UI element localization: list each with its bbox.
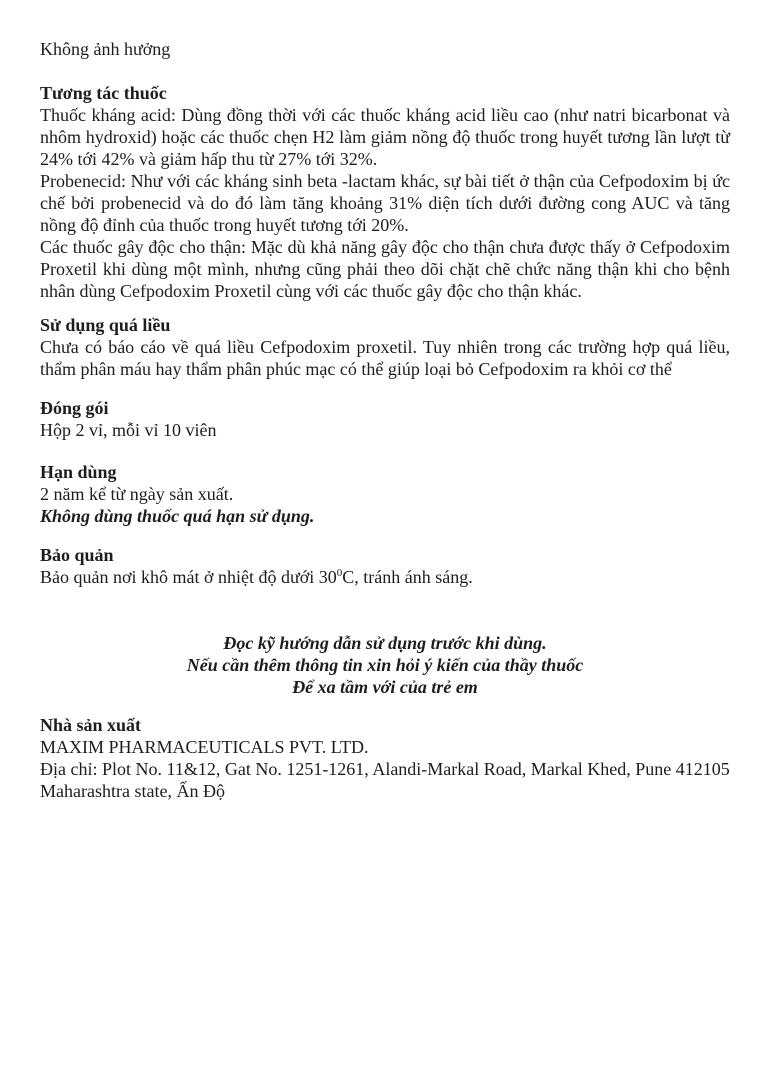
manufacturer-name: MAXIM PHARMACEUTICALS PVT. LTD. — [40, 737, 369, 757]
manufacturer-address-line1: Địa chỉ: Plot No. 11&12, Gat No. 1251-1261, Alandi-Markal Road, Markal Khed, Pune 412105 — [40, 759, 730, 779]
notice-line-ask-doctor: Nếu cần thêm thông tin xin hỏi ý kiến của thầy thuốc — [186, 655, 584, 675]
drug-interactions-heading: Tương tác thuốc — [40, 83, 167, 103]
shelf-life-line: 2 năm kể từ ngày sản xuất. — [40, 484, 234, 504]
section-overdose — [40, 314, 730, 380]
storage-text-before-degree: Bảo quản nơi khô mát ở nhiệt độ dưới 30 — [40, 567, 337, 587]
overdose-heading: Sử dụng quá liều — [40, 315, 171, 335]
antacid-paragraph: Thuốc kháng acid: Dùng đồng thời với các thuốc kháng acid liều cao (như natri bicarbonat và nhôm hydroxid) hoặc các thuốc chẹn H2 làm giảm nồng độ thuốc trong huyết tương lần lượt từ 24% tới 42% và giảm hấp thu từ 27% tới 32%. — [40, 105, 730, 169]
section-storage — [40, 544, 730, 588]
section-packaging — [40, 397, 730, 441]
packaging-heading: Đóng gói — [40, 398, 109, 418]
storage-line — [40, 566, 730, 588]
overdose-paragraph: Chưa có báo cáo về quá liều Cefpodoxim proxetil. Tuy nhiên trong các trường hợp quá liều, thẩm phân máu hay thẩm phân phúc mạc có thể giúp loại bỏ Cefpodoxim ra khỏi cơ thể — [40, 337, 730, 379]
notice-line-keep-from-children: Để xa tầm với của trẻ em — [292, 677, 478, 697]
section-drug-interactions — [40, 82, 730, 302]
manufacturer-heading: Nhà sản xuất — [40, 715, 142, 735]
section-manufacturer — [40, 714, 730, 802]
section-usage-notice — [40, 632, 730, 698]
nephrotoxic-paragraph: Các thuốc gây độc cho thận: Mặc dù khả năng gây độc cho thận chưa được thấy ở Cefpodoxim Proxetil khi dùng một mình, nhưng cũng phải theo dõi chặt chẽ chức năng thận khi cho bệnh nhân dùng Cefpodoxim Proxetil cùng với các thuốc gây độc cho thận khác. — [40, 237, 730, 301]
degree-superscript: 0 — [336, 567, 343, 579]
no-expired-use-line: Không dùng thuốc quá hạn sử dụng. — [40, 506, 315, 526]
storage-heading: Bảo quản — [40, 545, 114, 565]
packaging-line: Hộp 2 vỉ, mỗi vỉ 10 viên — [40, 420, 217, 440]
manufacturer-address-line2: Maharashtra state, Ấn Độ — [40, 781, 225, 801]
shelf-life-heading: Hạn dùng — [40, 462, 117, 482]
notice-line-read-instructions: Đọc kỹ hướng dẫn sử dụng trước khi dùng. — [223, 633, 547, 653]
intro-line: Không ảnh hưởng — [40, 39, 171, 59]
section-shelf-life — [40, 461, 730, 527]
storage-text-after-degree: C, tránh ánh sáng. — [342, 567, 473, 587]
probenecid-paragraph: Probenecid: Như với các kháng sinh beta -lactam khác, sự bài tiết ở thận của Cefpodoxim bị ức chế bởi probenecid và do đó làm tăng khoảng 31% diện tích dưới đường cong AUC và tăng nồng độ đỉnh của thuốc trong huyết tương tới 20%. — [40, 171, 730, 235]
